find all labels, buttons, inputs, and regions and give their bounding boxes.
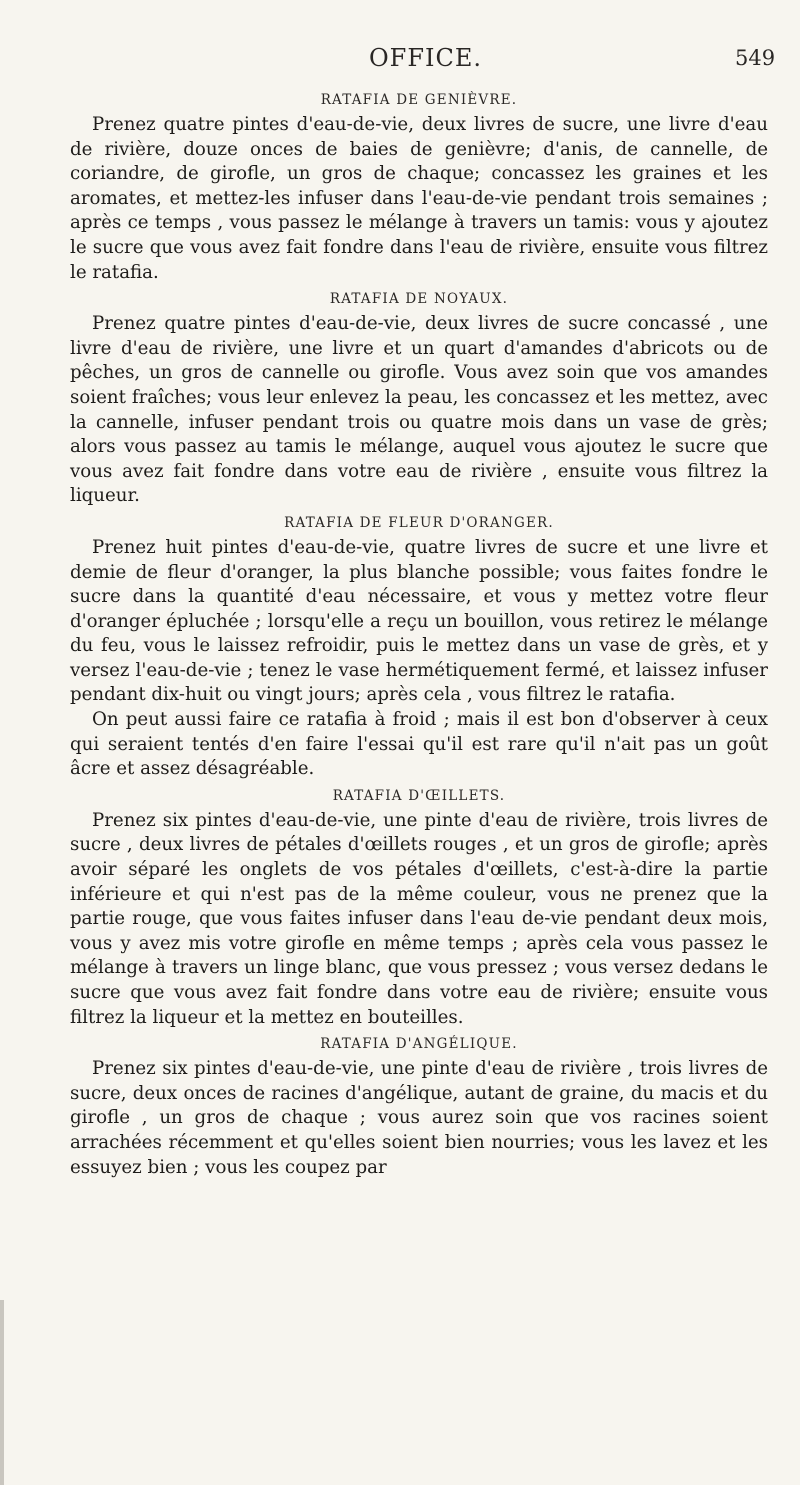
- paragraph: Prenez quatre pintes d'eau-de-vie, deux livres de sucre, une livre d'eau de rivière, douze onces de baies de genièvre; d'anis, de cannelle, de coriandre, de girofle, un gros de chaque; concassez les graines et les aromates, et mettez-les infuser dans l'eau-de-vie pendant trois semaines ; après ce temps , vous passez le mélange à travers un tamis: vous y ajoutez le sucre que vous avez fait fondre dans l'eau de rivière, ensuite vous filtrez le ratafia.: [70, 114, 768, 283]
- paragraph: Prenez quatre pintes d'eau-de-vie, deux livres de sucre concassé , une livre d'eau de rivière, une livre et un quart d'amandes d'abricots ou de pêches, un gros de cannelle ou girofle. Vous avez soin que vos amandes soient fraîches; vous leur enlevez la peau, les concassez et les mettez, avec la cannelle, infuser pendant trois ou quatre mois dans un vase de grès; alors vous passez au tamis le mélange, auquel vous ajoutez le sucre que vous avez fait fondre dans votre eau de rivière , ensuite vous filtrez la liqueur.: [70, 313, 768, 507]
- section-title: RATAFIA D'ANGÉLIQUE.: [320, 1036, 518, 1053]
- section-title: RATAFIA DE GENIÈVRE.: [320, 92, 518, 108]
- page-number: 549: [735, 46, 776, 70]
- body-text: [70, 89, 768, 1180]
- section-title: RATAFIA DE FLEUR D'ORANGER.: [284, 514, 554, 531]
- binding-edge: [0, 1300, 4, 1485]
- paragraph: Prenez huit pintes d'eau-de-vie, quatre livres de sucre et une livre et demie de fleur d'oranger, la plus blanche possible; vous faites fondre le sucre dans la quantité d'eau nécessaire, et vous y mettez votre fleur d'oranger épluchée ; lorsqu'elle a reçu un bouillon, vous retirez le mélange du feu, vous le laissez refroidir, puis le mettez dans un vase de grès, et y versez l'eau-de-vie ; tenez le vase hermétiquement fermé, et laissez infuser pendant dix-huit ou vingt jours; après cela , vous filtrez le ratafia.: [70, 536, 768, 706]
- section-title: RATAFIA DE NOYAUX.: [329, 291, 509, 308]
- paragraph: Prenez six pintes d'eau-de-vie, une pinte d'eau de rivière , trois livres de sucre, deux onces de racines d'angélique, autant de graine, du macis et du girofle , un gros de chaque ; vous aurez soin que vos racines soient arrachées récemment et qu'elles soient bien nourries; vous les lavez et les essuyez bien ; vous les coupez par: [70, 1058, 768, 1178]
- paragraph: On peut aussi faire ce ratafia à froid ; mais il est bon d'observer à ceux qui seraient tentés d'en faire l'essai qu'il est rare qu'il n'ait pas un goût âcre et assez désagréable.: [70, 709, 768, 780]
- paragraph: Prenez six pintes d'eau-de-vie, une pinte d'eau de rivière, trois livres de sucre , deux livres de pétales d'œillets rouges , et un gros de girofle; après avoir séparé les onglets de vos pétales d'œillets, c'est-à-dire la partie inférieure et qui n'est pas de la même couleur, vous ne prenez que la partie rouge, que vous faites infuser dans l'eau de-vie pendant deux mois, vous y avez mis votre girofle en même temps ; après cela vous passez le mélange à travers un linge blanc, que vous pressez ; vous versez dedans le sucre que vous avez fait fondre dans votre eau de rivière; ensuite vous filtrez la liqueur et la mettez en bouteilles.: [70, 809, 768, 1028]
- section-title: RATAFIA D'ŒILLETS.: [332, 787, 506, 804]
- running-title: OFFICE.: [369, 44, 482, 72]
- running-head: [0, 44, 800, 80]
